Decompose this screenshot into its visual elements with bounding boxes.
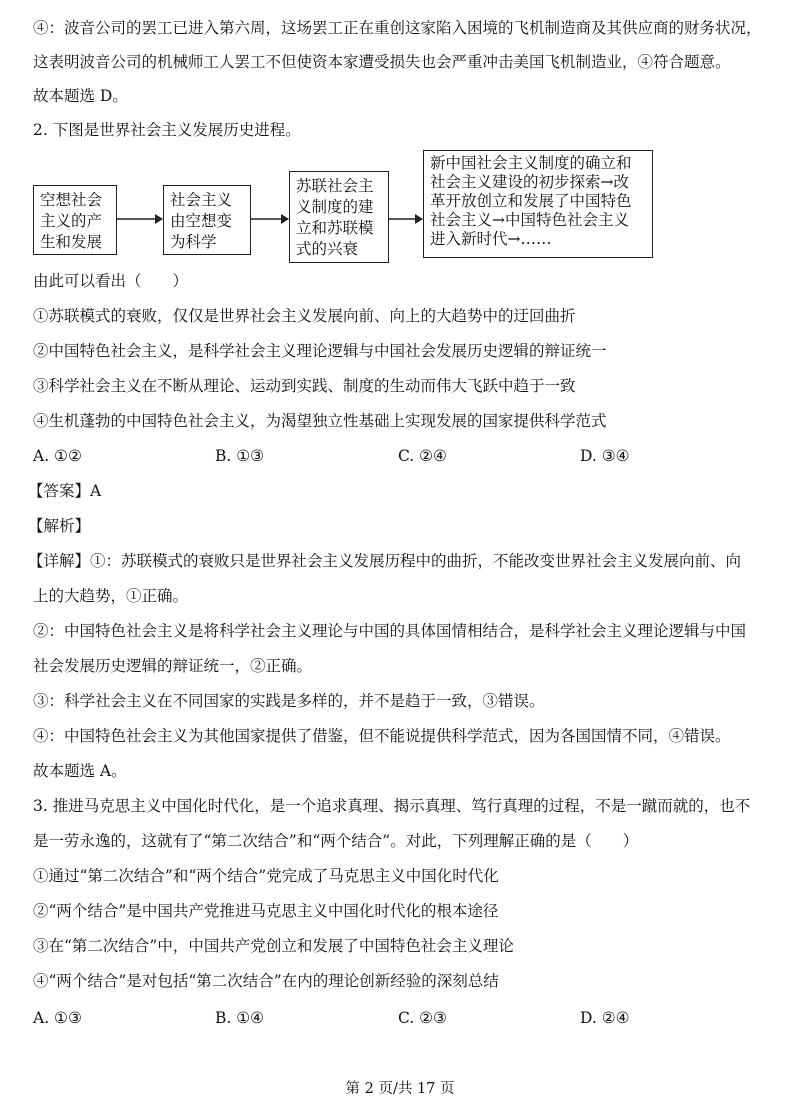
page-footer: 第 2 页/共 17 页: [345, 1081, 455, 1097]
flow-box-text: 由空想变: [170, 212, 233, 230]
statement-2: ②中国特色社会主义，是科学社会主义理论逻辑与中国社会发展历史逻辑的辩证统一: [33, 342, 607, 360]
flow-box-text: 空想社会: [40, 191, 103, 209]
text-line: ④：波音公司的罢工已进入第六周，这场罢工正在重创这家陷入困境的飞机制造商及其供应商的财务状况，: [33, 19, 762, 37]
flow-box-text: 社会主义建设的初步探索→改: [430, 173, 629, 191]
flow-box-text: 义制度的建: [296, 198, 374, 216]
flow-box-text: 主义的产: [40, 212, 103, 230]
flow-arrow-icon: [117, 212, 163, 226]
answer-label: 【答案】A: [28, 482, 102, 500]
option-a: A. ①③: [33, 1009, 82, 1027]
flow-box-text: 式的兴衰: [296, 240, 359, 258]
statement-3: ③科学社会主义在不断从理论、运动到实践、制度的生动而伟大飞跃中趋于一致: [33, 377, 576, 395]
question-2-prompt: 由此可以看出（ ）: [33, 272, 189, 290]
option-c: C. ②④: [398, 447, 447, 465]
explanation-line: ③：科学社会主义在不同国家的实践是多样的，并不是趋于一致，③错误。: [33, 692, 545, 710]
option-d: D. ③④: [580, 447, 630, 465]
flow-box-4: [423, 150, 653, 258]
flow-box-text: 革开放创立和发展了中国特色: [430, 192, 632, 210]
statement-3: ③在“第二次结合”中，中国共产党创立和发展了中国特色社会主义理论: [33, 937, 514, 955]
option-a: A. ①②: [33, 447, 82, 465]
flow-box-1: [33, 185, 117, 255]
flow-box-text: 社会主义→中国特色社会主义: [430, 211, 629, 229]
flow-box-text: 社会主义: [170, 191, 233, 209]
text-line: 故本题选 D。: [33, 87, 128, 105]
text-line: 这表明波音公司的机械师工人罢工不但使资本家遭受损失也会严重冲击美国飞机制造业，④符合题意。: [33, 53, 731, 71]
explanation-line: ②：中国特色社会主义是将科学社会主义理论与中国的具体国情相结合，是科学社会主义理论逻辑与中国: [33, 622, 747, 640]
flow-box-text: 进入新时代→……: [430, 230, 552, 248]
question-2-stem: 2. 下图是世界社会主义发展历史进程。: [33, 121, 301, 139]
statement-1: ①苏联模式的衰败，仅仅是世界社会主义发展向前、向上的大趋势中的迂回曲折: [33, 307, 576, 325]
statement-1: ①通过“第二次结合”和“两个结合”党完成了马克思主义中国化时代化: [33, 867, 499, 885]
statement-4: ④“两个结合”是对包括“第二次结合”在内的理论创新经验的深刻总结: [33, 972, 499, 990]
flow-box-text: 立和苏联模: [296, 219, 374, 237]
flow-box-2: [163, 185, 251, 255]
analysis-label: 【解析】: [28, 517, 91, 535]
statement-4: ④生机蓬勃的中国特色社会主义，为渴望独立性基础上实现发展的国家提供科学范式: [33, 412, 607, 430]
flow-arrow-icon: [251, 212, 289, 226]
option-b: B. ①④: [215, 1009, 265, 1027]
flow-arrow-icon: [389, 212, 423, 226]
option-c: C. ②③: [398, 1009, 447, 1027]
explanation-line: 【详解】①：苏联模式的衰败只是世界社会主义发展历程中的曲折，不能改变世界社会主义发展向前、向: [28, 552, 742, 570]
explanation-line: 上的大趋势，①正确。: [33, 587, 189, 605]
flow-box-3: [289, 171, 389, 263]
flow-box-text: 为科学: [170, 233, 217, 251]
question-3-stem: 3. 推进马克思主义中国化时代化，是一个追求真理、揭示真理、笃行真理的过程，不是一蹴而就的，也不: [33, 797, 751, 815]
question-3-stem: 是一劳永逸的，这就有了“第二次结合”和“两个结合”。对此，下列理解正确的是（ ）: [33, 832, 639, 850]
option-d: D. ②④: [580, 1009, 630, 1027]
option-b: B. ①③: [215, 447, 265, 465]
explanation-line: ④：中国特色社会主义为其他国家提供了借鉴，但不能说提供科学范式，因为各国国情不同，④错误。: [33, 727, 731, 745]
flow-box-text: 苏联社会主: [296, 177, 374, 195]
explanation-line: 故本题选 A。: [33, 762, 127, 780]
statement-2: ②“两个结合”是中国共产党推进马克思主义中国化时代化的根本途径: [33, 902, 499, 920]
flow-box-text: 新中国社会主义制度的确立和: [430, 154, 632, 172]
flow-box-text: 生和发展: [40, 233, 103, 251]
explanation-line: 社会发展历史逻辑的辩证统一，②正确。: [33, 657, 313, 675]
